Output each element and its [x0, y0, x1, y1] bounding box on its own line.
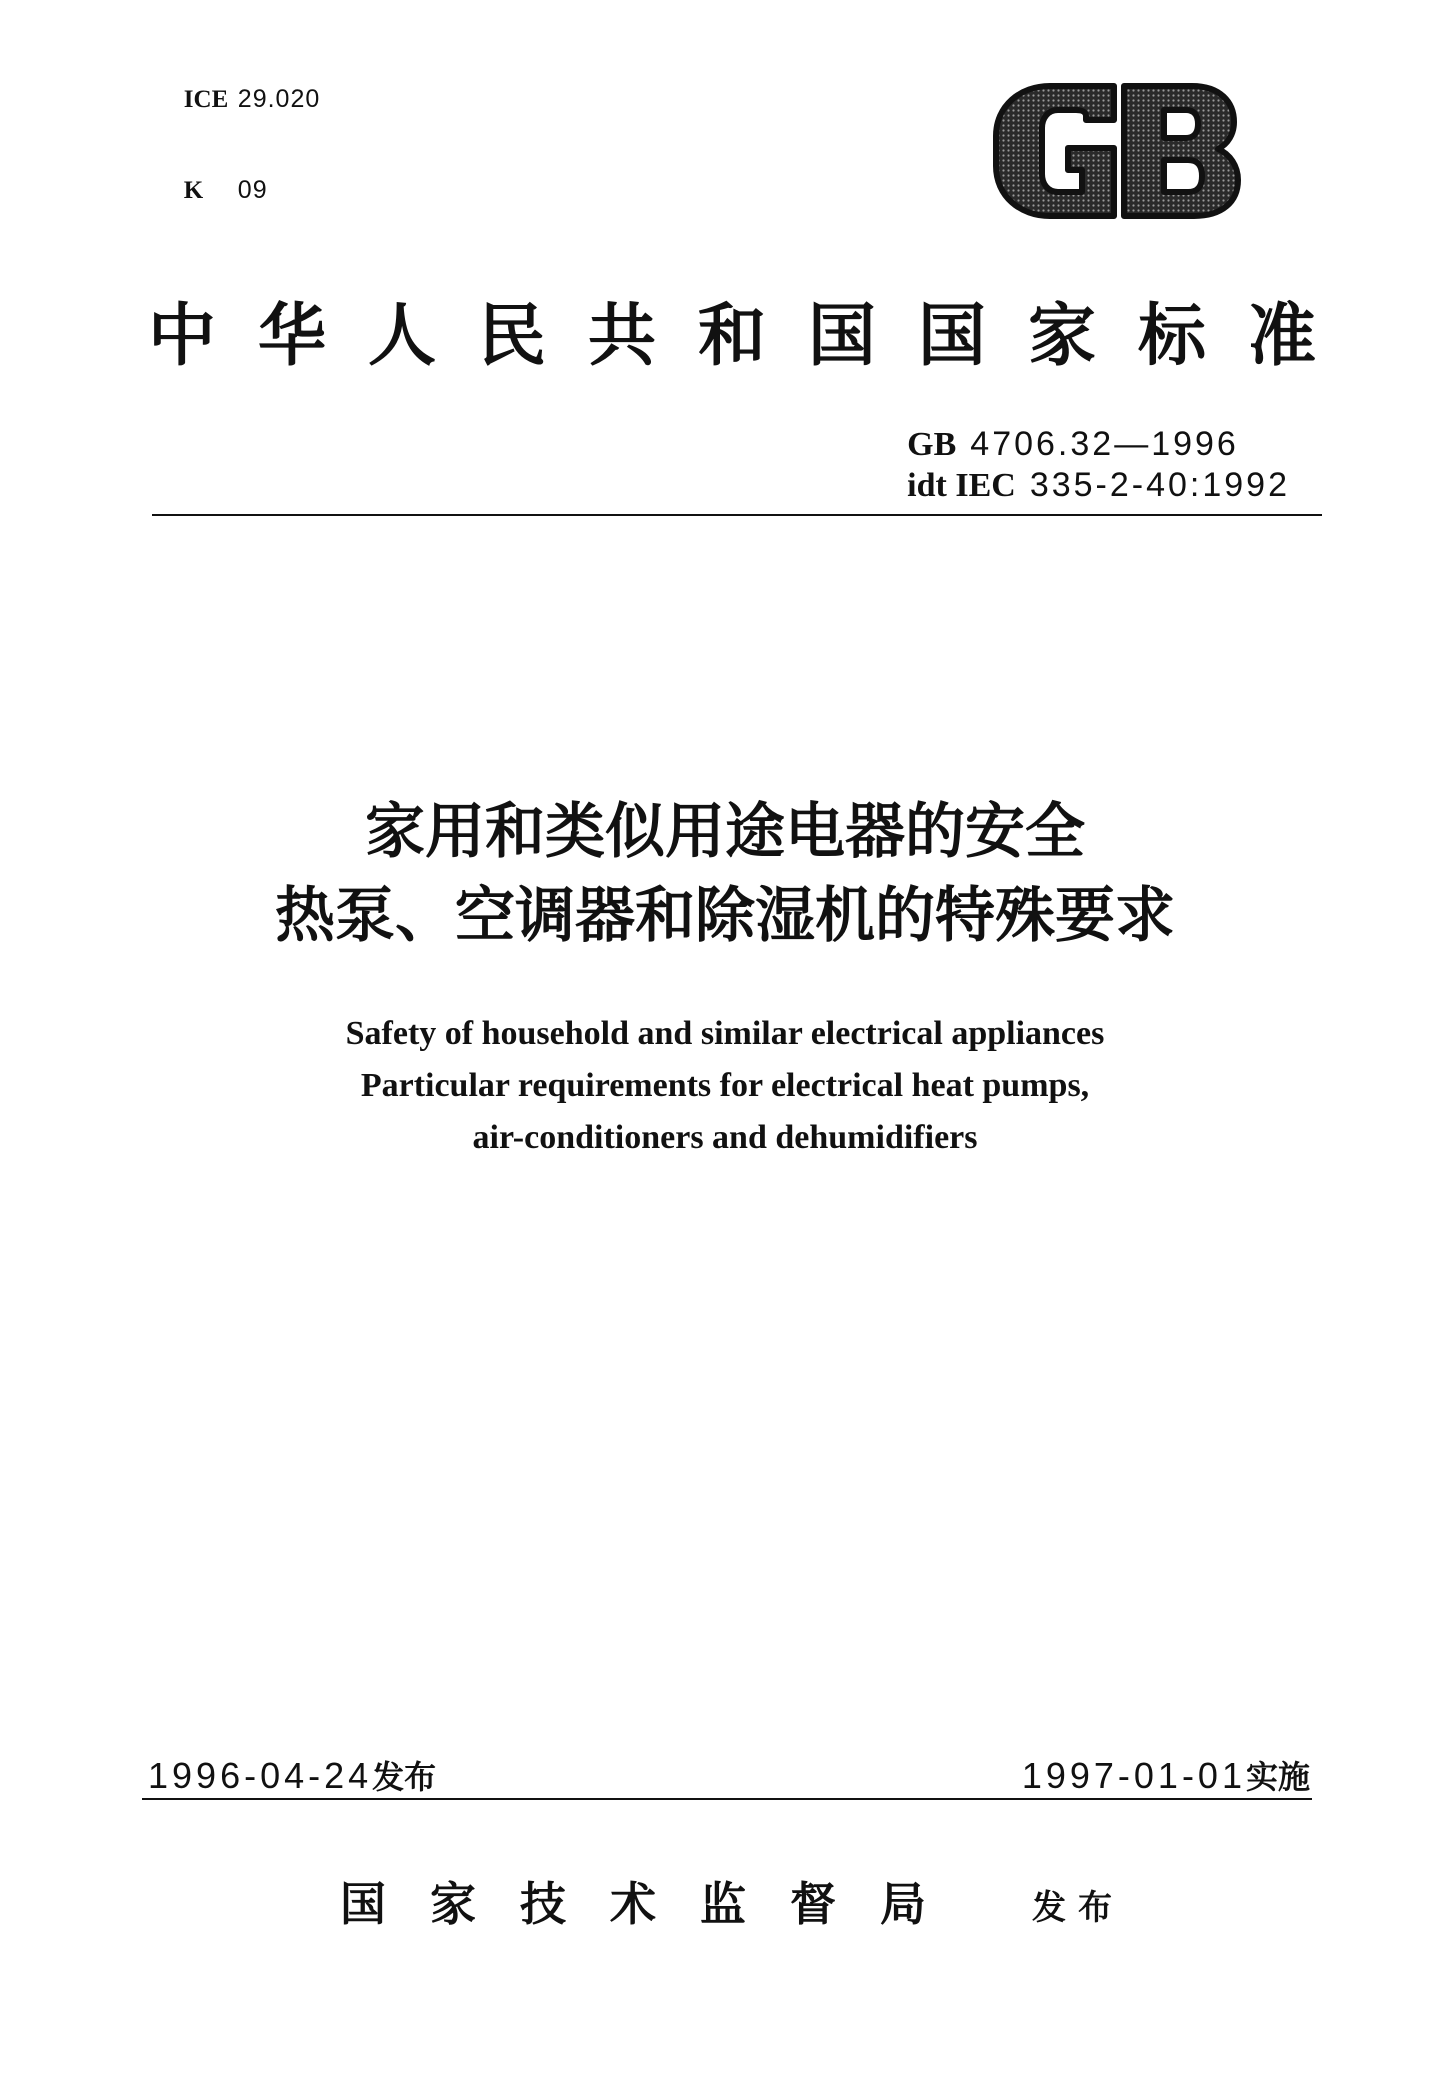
classification-codes [152, 54, 320, 236]
equivalent-standard-row [907, 465, 1290, 506]
ics-label: ICE [183, 86, 229, 113]
standard-prefix: GB [907, 426, 957, 463]
ccs-code-row [152, 145, 320, 236]
header-divider [152, 514, 1322, 516]
english-title-line-2: Particular requirements for electrical heat pumps, [360, 1067, 1090, 1104]
gb-logo [986, 78, 1242, 224]
effective-date-value: 1997-01-01 [1021, 1755, 1246, 1796]
english-title-line-1: Safety of household and similar electrical appliances [345, 1015, 1105, 1052]
standard-code: 4706.32—1996 [970, 425, 1239, 463]
english-title-line-3: air-conditioners and dehumidifiers [472, 1119, 978, 1156]
ics-code-row [152, 54, 320, 145]
issue-date-value: 1996-04-24 [148, 1755, 373, 1796]
publisher-label: 发布 [1032, 1888, 1124, 1928]
publisher-name: 国家技术监督局 [340, 1877, 970, 1931]
standard-number-block [907, 424, 1290, 506]
effective-date [1022, 1752, 1310, 1798]
ics-code: 29.020 [237, 85, 321, 113]
standard-number-row [907, 424, 1290, 465]
national-standard-title: 中华人民共和国国家标准 [148, 297, 1359, 376]
chinese-title-line-2: 热泵、空调器和除湿机的特殊要求 [275, 881, 1175, 951]
english-title [0, 1008, 1450, 1164]
equivalent-prefix: idt IEC [907, 467, 1016, 504]
chinese-title-line-1: 家用和类似用途电器的安全 [365, 797, 1085, 867]
issue-date [148, 1752, 436, 1798]
ccs-label: K [183, 177, 204, 204]
equivalent-code: 335-2-40:1992 [1029, 466, 1290, 504]
issue-date-label: 发布 [372, 1758, 437, 1796]
chinese-title [0, 790, 1450, 958]
footer-divider [142, 1798, 1312, 1800]
effective-date-label: 实施 [1245, 1758, 1310, 1796]
ccs-code: 09 [237, 176, 268, 204]
